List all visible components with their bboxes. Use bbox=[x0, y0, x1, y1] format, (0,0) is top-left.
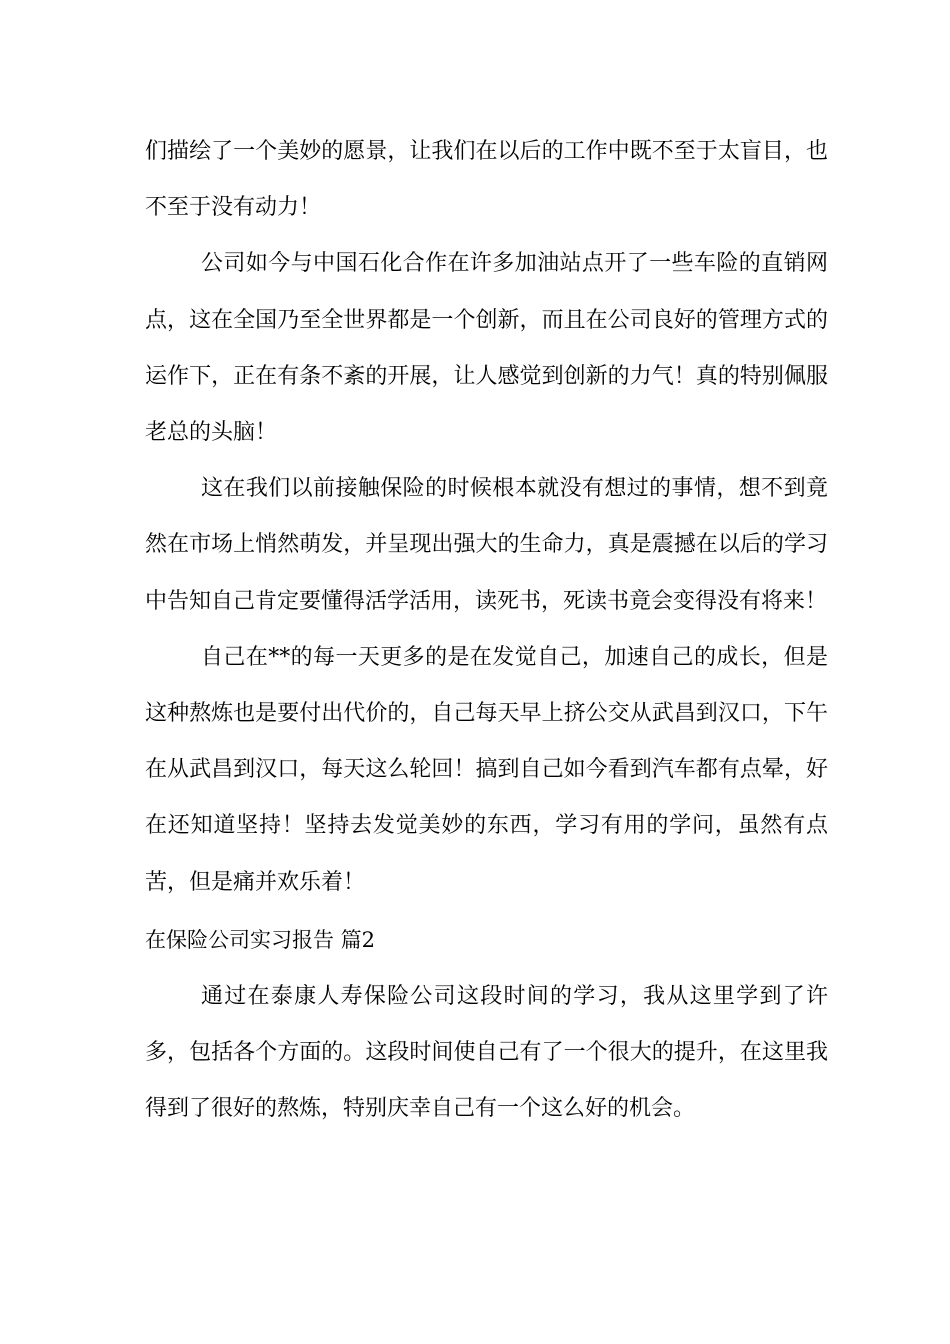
paragraph-4 bbox=[145, 630, 828, 911]
paragraph-1-line-2: 也不至于没有动力！ bbox=[145, 139, 828, 221]
paragraph-5 bbox=[145, 969, 828, 1138]
paragraph-2-line-2: 网点，这在全国乃至全世界都是一个创新，而且在公司良好的管理 bbox=[145, 251, 828, 333]
paragraph-1 bbox=[145, 124, 828, 236]
paragraph-3-line-3: 的学习中告知自己肯定要懂得活学活用，读死书，死读书竟会变得 bbox=[145, 532, 828, 614]
paragraph-5-line-1: 通过在泰康人寿保险公司这段时间的学习，我从这里学到了许 bbox=[201, 983, 828, 1009]
paragraph-4-line-2: 是这种熬炼也是要付出代价的，自己每天早上挤公交从武昌到汉口， bbox=[145, 644, 828, 727]
paragraph-1-line-1: 们描绘了一个美妙的愿景，让我们在以后的工作中既不至于太盲目， bbox=[145, 139, 806, 164]
paragraph-2-line-3: 方式的运作下，正在有条不紊的开展，让人感觉到创新的力气！真 bbox=[145, 307, 828, 389]
paragraph-5-line-3: 里我得到了很好的熬炼，特别庆幸自己有一个这么好的机会。 bbox=[145, 1040, 828, 1122]
paragraph-4-line-3: 下午在从武昌到汉口，每天这么轮回！搞到自己如今看到汽车都有 bbox=[145, 701, 828, 783]
paragraph-3-line-1: 这在我们以前接触保险的时候根本就没有想过的事情，想不到 bbox=[201, 476, 806, 502]
section-heading: 在保险公司实习报告 篇2 bbox=[145, 927, 376, 952]
paragraph-4-line-5: 虽然有点苦，但是痛并欢乐着！ bbox=[145, 813, 828, 895]
paragraph-5-line-2: 多，包括各个方面的。这段时间使自己有了一个很大的提升，在这 bbox=[145, 1040, 784, 1066]
paragraph-2-line-4: 的特别佩服老总的头脑！ bbox=[145, 363, 828, 446]
paragraph-3-line-4: 没有将来！ bbox=[717, 588, 828, 614]
document-body bbox=[145, 124, 828, 1137]
paragraph-4-line-4: 点晕，好在还知道坚持！坚持去发觉美妙的东西，学习有用的学问， bbox=[145, 757, 828, 839]
paragraph-2-line-1: 公司如今与中国石化合作在许多加油站点开了一些车险的直销 bbox=[201, 251, 806, 277]
paragraph-3-line-2: 竟然在市场上悄然萌发，并呈现出强大的生命力，真是震撼在以后 bbox=[145, 476, 828, 558]
paragraph-4-line-1: 自己在**的每一天更多的是在发觉自己，加速自己的成长，但 bbox=[201, 644, 806, 670]
paragraph-3 bbox=[145, 461, 828, 630]
paragraph-2 bbox=[145, 236, 828, 461]
